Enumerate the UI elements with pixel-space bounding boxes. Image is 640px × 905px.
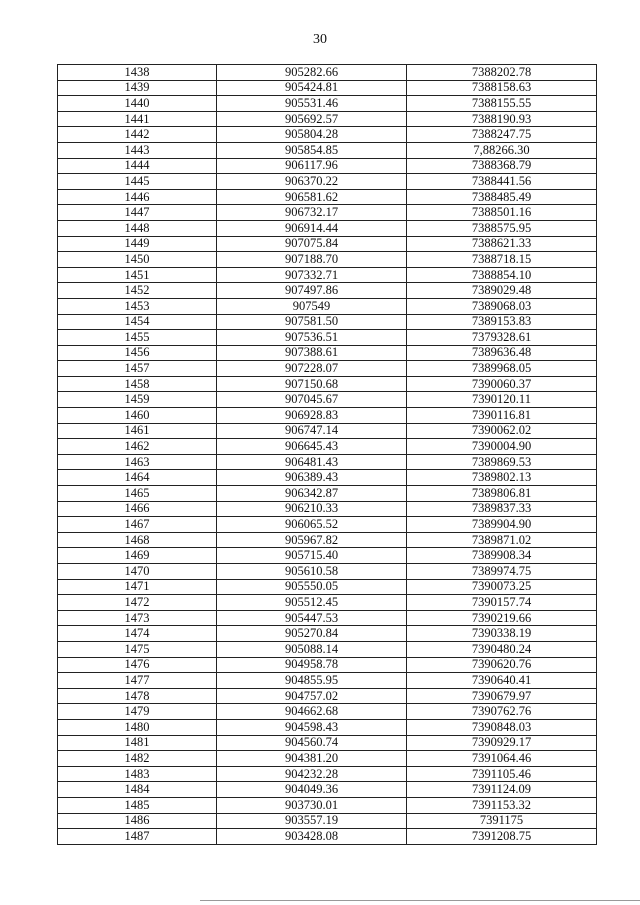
y-coordinate-cell: 7390929.17 [407,735,597,751]
point-number-cell: 1484 [58,782,217,798]
table-row [58,673,597,689]
x-coordinate-cell: 905854.85 [217,142,407,158]
point-number-cell: 1457 [58,361,217,377]
point-number-cell: 1464 [58,470,217,486]
y-coordinate-cell: 7389636.48 [407,345,597,361]
x-coordinate-cell: 905550.05 [217,579,407,595]
y-coordinate-cell: 7388854.10 [407,267,597,283]
table-row [58,96,597,112]
x-coordinate-cell: 904598.43 [217,719,407,735]
x-coordinate-cell: 906914.44 [217,220,407,236]
point-number-cell: 1473 [58,610,217,626]
x-coordinate-cell: 905610.58 [217,564,407,580]
x-coordinate-cell: 905424.81 [217,80,407,96]
x-coordinate-cell: 906065.52 [217,517,407,533]
y-coordinate-cell: 7389802.13 [407,470,597,486]
table-row [58,283,597,299]
x-coordinate-cell: 907188.70 [217,252,407,268]
y-coordinate-cell: 7388441.56 [407,174,597,190]
table-row [58,65,597,81]
point-number-cell: 1479 [58,704,217,720]
point-number-cell: 1471 [58,579,217,595]
x-coordinate-cell: 907497.86 [217,283,407,299]
table-row [58,111,597,127]
y-coordinate-cell: 7388202.78 [407,65,597,81]
table-row [58,486,597,502]
y-coordinate-cell: 7389837.33 [407,501,597,517]
x-coordinate-cell: 906747.14 [217,423,407,439]
point-number-cell: 1449 [58,236,217,252]
coordinates-table [57,64,597,845]
table-row [58,314,597,330]
x-coordinate-cell: 906210.33 [217,501,407,517]
point-number-cell: 1468 [58,532,217,548]
table-row [58,532,597,548]
table-row [58,657,597,673]
y-coordinate-cell: 7389974.75 [407,564,597,580]
table-row [58,158,597,174]
point-number-cell: 1460 [58,408,217,424]
point-number-cell: 1461 [58,423,217,439]
point-number-cell: 1451 [58,267,217,283]
y-coordinate-cell: 7388247.75 [407,127,597,143]
x-coordinate-cell: 906117.96 [217,158,407,174]
point-number-cell: 1480 [58,719,217,735]
table-row [58,641,597,657]
x-coordinate-cell: 905531.46 [217,96,407,112]
y-coordinate-cell: 7388575.95 [407,220,597,236]
table-row [58,298,597,314]
x-coordinate-cell: 904958.78 [217,657,407,673]
table-row [58,470,597,486]
y-coordinate-cell: 7390116.81 [407,408,597,424]
x-coordinate-cell: 904662.68 [217,704,407,720]
point-number-cell: 1477 [58,673,217,689]
y-coordinate-cell: 7388368.79 [407,158,597,174]
y-coordinate-cell: 7390219.66 [407,610,597,626]
y-coordinate-cell: 7388501.16 [407,205,597,221]
y-coordinate-cell: 7391105.46 [407,766,597,782]
table-row [58,376,597,392]
bottom-rule [200,900,640,901]
x-coordinate-cell: 906581.62 [217,189,407,205]
table-row [58,345,597,361]
point-number-cell: 1450 [58,252,217,268]
x-coordinate-cell: 906645.43 [217,439,407,455]
point-number-cell: 1459 [58,392,217,408]
point-number-cell: 1472 [58,595,217,611]
x-coordinate-cell: 906481.43 [217,454,407,470]
y-coordinate-cell: 7390762.76 [407,704,597,720]
table-row [58,688,597,704]
y-coordinate-cell: 7390480.24 [407,641,597,657]
point-number-cell: 1463 [58,454,217,470]
y-coordinate-cell: 7,88266.30 [407,142,597,158]
x-coordinate-cell: 905692.57 [217,111,407,127]
x-coordinate-cell: 907075.84 [217,236,407,252]
y-coordinate-cell: 7389968.05 [407,361,597,377]
point-number-cell: 1469 [58,548,217,564]
x-coordinate-cell: 906389.43 [217,470,407,486]
table-row [58,813,597,829]
y-coordinate-cell: 7390120.11 [407,392,597,408]
table-row [58,751,597,767]
table-row [58,782,597,798]
point-number-cell: 1448 [58,220,217,236]
point-number-cell: 1441 [58,111,217,127]
table-row [58,80,597,96]
y-coordinate-cell: 7391153.32 [407,797,597,813]
y-coordinate-cell: 7390338.19 [407,626,597,642]
x-coordinate-cell: 904049.36 [217,782,407,798]
table-row [58,408,597,424]
point-number-cell: 1485 [58,797,217,813]
point-number-cell: 1438 [58,65,217,81]
x-coordinate-cell: 903428.08 [217,829,407,845]
x-coordinate-cell: 905804.28 [217,127,407,143]
table-row [58,236,597,252]
table-row [58,439,597,455]
table-row [58,704,597,720]
point-number-cell: 1470 [58,564,217,580]
y-coordinate-cell: 7388158.63 [407,80,597,96]
y-coordinate-cell: 7390157.74 [407,595,597,611]
x-coordinate-cell: 905447.53 [217,610,407,626]
y-coordinate-cell: 7390073.25 [407,579,597,595]
x-coordinate-cell: 907549 [217,298,407,314]
table-row [58,579,597,595]
table-row [58,501,597,517]
y-coordinate-cell: 7388718.15 [407,252,597,268]
point-number-cell: 1466 [58,501,217,517]
table-row [58,127,597,143]
y-coordinate-cell: 7390060.37 [407,376,597,392]
point-number-cell: 1481 [58,735,217,751]
point-number-cell: 1446 [58,189,217,205]
table-row [58,626,597,642]
coordinates-table-body [58,65,597,845]
table-row [58,595,597,611]
point-number-cell: 1475 [58,641,217,657]
x-coordinate-cell: 903730.01 [217,797,407,813]
y-coordinate-cell: 7389904.90 [407,517,597,533]
table-row [58,392,597,408]
point-number-cell: 1440 [58,96,217,112]
table-row [58,267,597,283]
point-number-cell: 1452 [58,283,217,299]
y-coordinate-cell: 7379328.61 [407,330,597,346]
x-coordinate-cell: 907536.51 [217,330,407,346]
y-coordinate-cell: 7391124.09 [407,782,597,798]
x-coordinate-cell: 907228.07 [217,361,407,377]
table-row [58,564,597,580]
table-row [58,735,597,751]
point-number-cell: 1439 [58,80,217,96]
y-coordinate-cell: 7391064.46 [407,751,597,767]
y-coordinate-cell: 7390620.76 [407,657,597,673]
y-coordinate-cell: 7390004.90 [407,439,597,455]
y-coordinate-cell: 7388155.55 [407,96,597,112]
point-number-cell: 1478 [58,688,217,704]
x-coordinate-cell: 905088.14 [217,641,407,657]
table-row [58,361,597,377]
table-row [58,174,597,190]
table-row [58,766,597,782]
x-coordinate-cell: 904855.95 [217,673,407,689]
x-coordinate-cell: 905282.66 [217,65,407,81]
table-row [58,252,597,268]
table-row [58,719,597,735]
table-row [58,454,597,470]
point-number-cell: 1447 [58,205,217,221]
point-number-cell: 1456 [58,345,217,361]
table-row [58,517,597,533]
y-coordinate-cell: 7389869.53 [407,454,597,470]
y-coordinate-cell: 7391208.75 [407,829,597,845]
y-coordinate-cell: 7389871.02 [407,532,597,548]
point-number-cell: 1483 [58,766,217,782]
y-coordinate-cell: 7388190.93 [407,111,597,127]
x-coordinate-cell: 905967.82 [217,532,407,548]
x-coordinate-cell: 905512.45 [217,595,407,611]
x-coordinate-cell: 904381.20 [217,751,407,767]
y-coordinate-cell: 7390679.97 [407,688,597,704]
x-coordinate-cell: 904232.28 [217,766,407,782]
table-row [58,205,597,221]
y-coordinate-cell: 7391175 [407,813,597,829]
x-coordinate-cell: 907388.61 [217,345,407,361]
y-coordinate-cell: 7389908.34 [407,548,597,564]
table-row [58,189,597,205]
point-number-cell: 1454 [58,314,217,330]
x-coordinate-cell: 904757.02 [217,688,407,704]
y-coordinate-cell: 7390640.41 [407,673,597,689]
y-coordinate-cell: 7389806.81 [407,486,597,502]
x-coordinate-cell: 906342.87 [217,486,407,502]
point-number-cell: 1453 [58,298,217,314]
point-number-cell: 1467 [58,517,217,533]
point-number-cell: 1443 [58,142,217,158]
x-coordinate-cell: 906732.17 [217,205,407,221]
table-row [58,548,597,564]
x-coordinate-cell: 903557.19 [217,813,407,829]
x-coordinate-cell: 907332.71 [217,267,407,283]
y-coordinate-cell: 7389068.03 [407,298,597,314]
x-coordinate-cell: 904560.74 [217,735,407,751]
page-number: 30 [313,32,327,47]
point-number-cell: 1458 [58,376,217,392]
table-row [58,142,597,158]
x-coordinate-cell: 905715.40 [217,548,407,564]
point-number-cell: 1476 [58,657,217,673]
table-row [58,610,597,626]
point-number-cell: 1442 [58,127,217,143]
point-number-cell: 1455 [58,330,217,346]
point-number-cell: 1482 [58,751,217,767]
x-coordinate-cell: 907581.50 [217,314,407,330]
table-row [58,797,597,813]
x-coordinate-cell: 907150.68 [217,376,407,392]
point-number-cell: 1444 [58,158,217,174]
table-row [58,220,597,236]
x-coordinate-cell: 905270.84 [217,626,407,642]
y-coordinate-cell: 7389029.48 [407,283,597,299]
table-row [58,423,597,439]
point-number-cell: 1445 [58,174,217,190]
table-row [58,829,597,845]
point-number-cell: 1462 [58,439,217,455]
y-coordinate-cell: 7388621.33 [407,236,597,252]
x-coordinate-cell: 906928.83 [217,408,407,424]
y-coordinate-cell: 7388485.49 [407,189,597,205]
table-row [58,330,597,346]
y-coordinate-cell: 7389153.83 [407,314,597,330]
x-coordinate-cell: 907045.67 [217,392,407,408]
point-number-cell: 1486 [58,813,217,829]
y-coordinate-cell: 7390848.03 [407,719,597,735]
point-number-cell: 1465 [58,486,217,502]
x-coordinate-cell: 906370.22 [217,174,407,190]
y-coordinate-cell: 7390062.02 [407,423,597,439]
point-number-cell: 1474 [58,626,217,642]
point-number-cell: 1487 [58,829,217,845]
